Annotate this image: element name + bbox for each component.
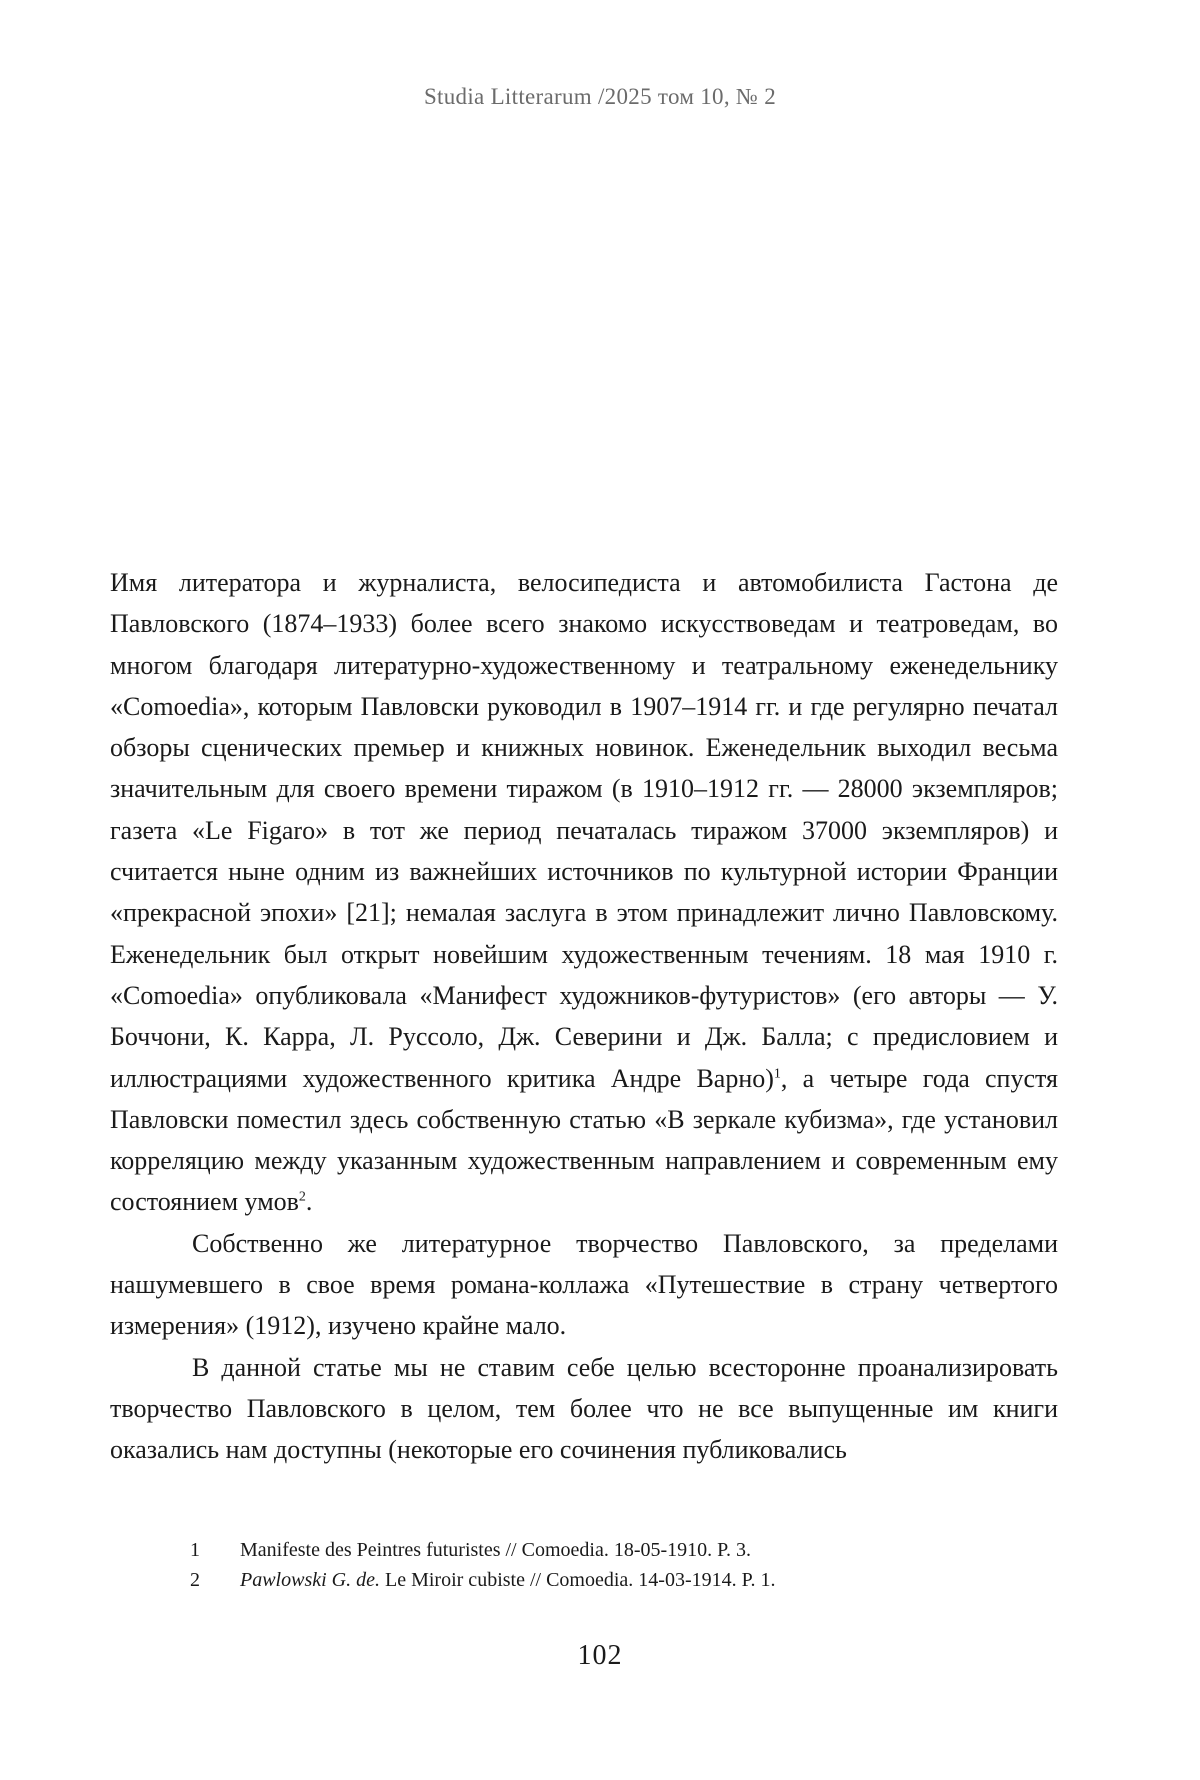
footnote-content <box>240 1565 776 1595</box>
footnote-number: 1 <box>190 1539 200 1561</box>
paragraph-2: Собственно же литературное творчество Павловского, за пределами нашумевшего в свое время романа-коллажа «Путешествие в страну четвертого измерения» (1912), изучено крайне мало. <box>110 1228 1058 1341</box>
article-body <box>110 562 1058 1471</box>
paragraph-1-text-c: . <box>305 1187 313 1217</box>
paragraph-1 <box>110 562 1058 1223</box>
footnote-author: Pawlowski G. de. <box>240 1569 380 1591</box>
footnote-number: 2 <box>190 1569 200 1591</box>
footnote-1 <box>190 1535 1030 1565</box>
footnote-ref-1[interactable]: 1 <box>773 1065 781 1081</box>
page-number: 102 <box>577 1640 623 1671</box>
paragraph-1-text-b: , а четыре года спустя Павловски поместил здесь собственную статью «В зеркале кубизма», где установил корреляцию между указанным художественным направлением и современным ему состоянием умов <box>110 1063 1058 1217</box>
footnotes <box>190 1535 1030 1595</box>
footnote-text: Manifeste des Peintres futuristes // Comoedia. 18-05-1910. P. 3. <box>240 1539 752 1561</box>
footnote-ref-2[interactable]: 2 <box>298 1189 306 1205</box>
footnote-text: Le Miroir cubiste // Comoedia. 14-03-1914. P. 1. <box>380 1569 776 1591</box>
paragraph-3: В данной статье мы не ставим себе целью всесторонне проанализировать творчество Павловского в целом, тем более что не все выпущенные им книги оказались нам доступны (некоторые его сочинения публиковались <box>110 1352 1058 1465</box>
paragraph-1-text-a: Имя литератора и журналиста, велосипедиста и автомобилиста Гастона де Павловского (1874–1933) более всего знакомо искусствоведам и театроведам, во многом благодаря литературно-художественному и театральному еженедельнику «Comoedia», которым Павловски руководил в 1907–1914 гг. и где регулярно печатал обзоры сценических премьер и книжных новинок. Еженедельник выходил весьма значительным для своего времени тиражом (в 1910–1912 гг. — 28000 экземпляров; газета «Le Figaro» в тот же период печаталась тиражом 37000 экземпляров) и считается ныне одним из важнейших источников по культурной истории Франции «прекрасной эпохи» [21]; немалая заслуга в этом принадлежит лично Павловскому. Еженедельник был открыт новейшим художественным течениям. 18 мая 1910 г. «Comoedia» опубликовала «Манифест художников-футуристов» (его авторы — У. Боччони, К. Карра, Л. Руссоло, Дж. Северини и Дж. Балла; с предисловием и иллюстрациями художественного критика Андре Варно) <box>110 568 1058 1093</box>
running-header: Studia Litterarum /2025 том 10, № 2 <box>423 84 777 109</box>
footnote-2 <box>190 1565 1030 1595</box>
